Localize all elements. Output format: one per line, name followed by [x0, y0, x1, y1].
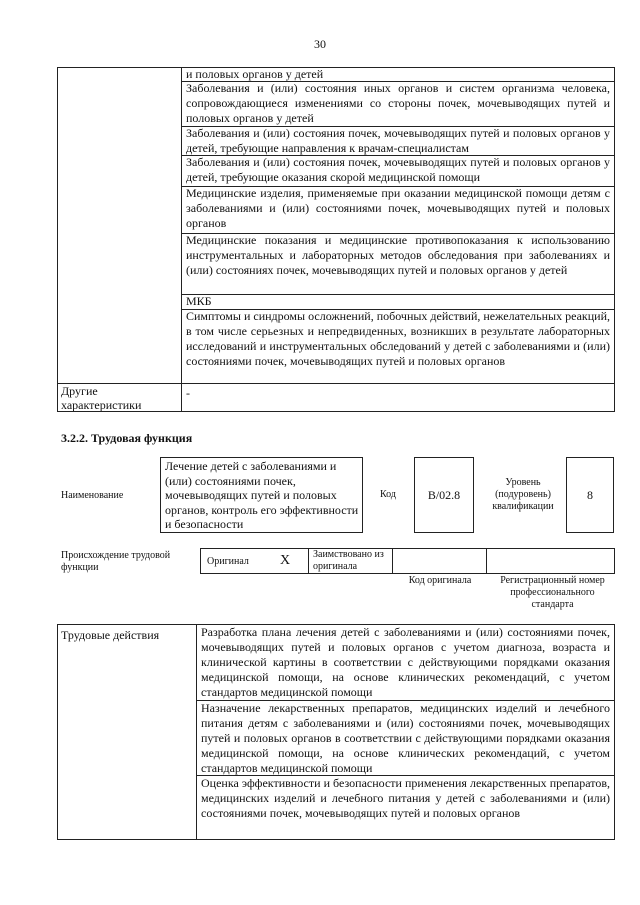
- table-row: Медицинские изделия, применяемые при оказании медицинской помощи детям с заболеваниями и (или) состояниями почек, мочевыводящих путей и половых органов: [186, 186, 610, 230]
- code-value: B/02.8: [427, 488, 461, 502]
- original-label: Оригинал: [207, 556, 249, 567]
- table-row: Заболевания и (или) состояния почек, мочевыводящих путей и половых органов у детей, требующие направления к врачам-специалистам: [186, 126, 610, 155]
- borrowed-label: Заимствовано из оригинала: [313, 549, 384, 572]
- list-item: Назначение лекарственных препаратов, медицинских изделий и лечебного питания детям с заболеваниями и (или) состояниями почек, мочевыводящих путей и половых органов в соответствии с действующими порядками оказания медицинской помощи, на основе клинических рекомендаций, с учетом стандартов медицинской помощи: [201, 701, 610, 775]
- name-label: Наименование: [61, 490, 124, 501]
- code-original-caption: Код оригинала: [408, 575, 472, 586]
- list-item: Оценка эффективности и безопасности применения лекарственных препаратов, медицинских изделий и лечебного питания у детей с заболеваниями и (или) состояниями почек, мочевыводящих путей и половых органов: [201, 776, 610, 820]
- other-characteristics-value: -: [186, 386, 190, 399]
- origin-label: Происхождение трудовой функции: [61, 550, 171, 573]
- level-label: Уровень (подуровень) квалификации: [492, 477, 554, 512]
- table-row: Симптомы и синдромы осложнений, побочных действий, нежелательных реакций, в том числе серьезных и непредвиденных, возникших в результате лабораторных исследований и инструментальных обследований у детей с заболеваниями и (или) состояниями почек, мочевыводящих путей и половых органов: [186, 309, 610, 368]
- other-characteristics-label: Другие характеристики: [61, 384, 142, 411]
- table-row: МКБ: [186, 294, 212, 308]
- name-value: Лечение детей с заболеваниями и (или) состояниями почек, мочевыводящих путей и половых органов, контроль его эффективности и безопасности: [165, 459, 359, 531]
- original-checkmark: X: [280, 553, 291, 568]
- list-item: Разработка плана лечения детей с заболеваниями и (или) состояниями почек, мочевыводящих путей и половых органов с учетом диагноза, возраста и клинической картины в соответствии с действующими порядками оказания медицинской помощи, на основе клинических рекомендаций, с учетом стандартов медицинской помощи: [201, 625, 610, 699]
- level-value: 8: [587, 488, 593, 502]
- labor-actions-label: Трудовые действия: [61, 628, 160, 642]
- table-row: и половых органов у детей: [186, 67, 324, 81]
- code-label: Код: [380, 489, 396, 500]
- page-number: 30: [314, 37, 326, 51]
- table-row: Заболевания и (или) состояния почек, мочевыводящих путей и половых органов у детей, требующие оказания скорой медицинской помощи: [186, 155, 610, 184]
- section-heading: 3.2.2. Трудовая функция: [61, 431, 193, 445]
- table-row: Заболевания и (или) состояния иных органов и систем организма человека, сопровождающиеся изменениями со стороны почек, мочевыводящих путей и половых органов у детей: [186, 81, 610, 125]
- table-row: Медицинские показания и медицинские противопоказания к использованию инструментальных и лабораторных методов обследования при заболеваниях и (или) состояниях почек, мочевыводящих путей и половых органов у детей: [186, 233, 610, 277]
- reg-number-caption: Регистрационный номер профессионального стандарта: [500, 575, 605, 610]
